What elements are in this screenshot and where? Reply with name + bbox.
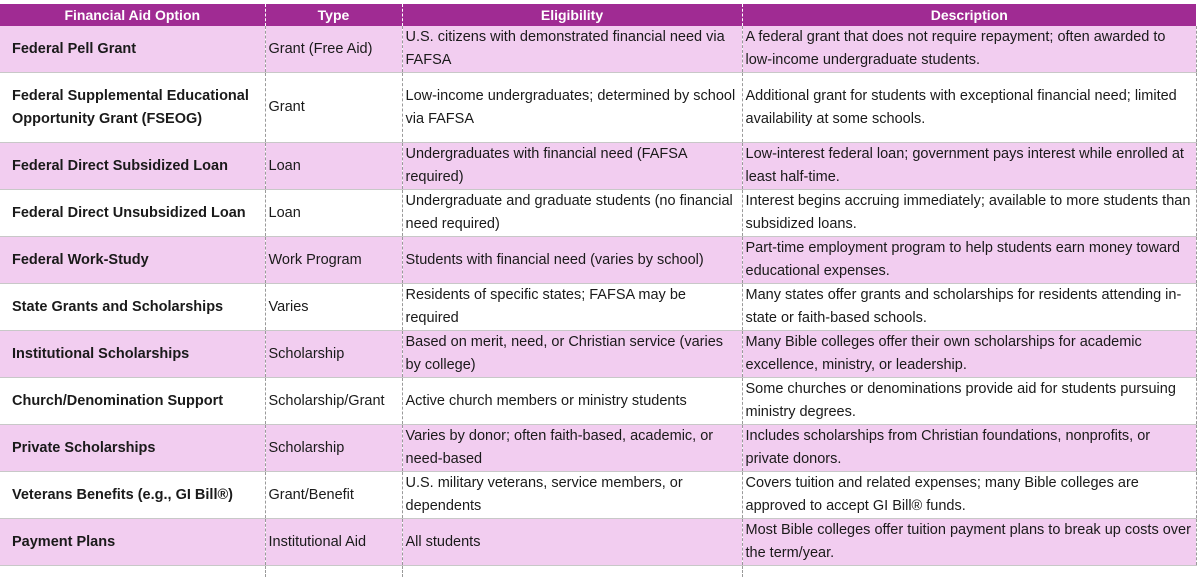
table-row bbox=[0, 378, 1196, 425]
cell-eligibility[interactable]: Residents of specific states; FAFSA may be required bbox=[402, 284, 742, 331]
gridline bbox=[402, 566, 403, 577]
cell-eligibility[interactable]: Low-income undergraduates; determined by school via FAFSA bbox=[402, 73, 742, 143]
cell-option[interactable]: Federal Pell Grant bbox=[0, 26, 265, 73]
header-type[interactable]: Type bbox=[265, 4, 402, 26]
cell-description[interactable]: Interest begins accruing immediately; available to more students than subsidized loans. bbox=[742, 190, 1196, 237]
cell-description[interactable]: Covers tuition and related expenses; many Bible colleges are approved to accept GI Bill® funds. bbox=[742, 472, 1196, 519]
cell-description[interactable]: Part-time employment program to help students earn money toward educational expenses. bbox=[742, 237, 1196, 284]
cell-eligibility[interactable]: Undergraduates with financial need (FAFSA required) bbox=[402, 143, 742, 190]
cell-description[interactable]: Low-interest federal loan; government pays interest while enrolled at least half-time. bbox=[742, 143, 1196, 190]
table-row bbox=[0, 26, 1196, 73]
cell-type[interactable]: Scholarship/Grant bbox=[265, 378, 402, 425]
cell-option[interactable]: Federal Direct Unsubsidized Loan bbox=[0, 190, 265, 237]
table-row bbox=[0, 143, 1196, 190]
cell-description[interactable]: Additional grant for students with exceptional financial need; limited availability at some schools. bbox=[742, 73, 1196, 143]
cell-eligibility[interactable]: U.S. military veterans, service members, or dependents bbox=[402, 472, 742, 519]
table-row bbox=[0, 190, 1196, 237]
cell-option[interactable]: Payment Plans bbox=[0, 519, 265, 566]
financial-aid-table bbox=[0, 4, 1197, 566]
header-eligibility[interactable]: Eligibility bbox=[402, 4, 742, 26]
cell-type[interactable]: Scholarship bbox=[265, 331, 402, 378]
cell-description[interactable]: Most Bible colleges offer tuition payment plans to break up costs over the term/year. bbox=[742, 519, 1196, 566]
header-row bbox=[0, 4, 1196, 26]
gridline bbox=[742, 566, 743, 577]
cell-option[interactable]: Federal Direct Subsidized Loan bbox=[0, 143, 265, 190]
cell-type[interactable]: Loan bbox=[265, 143, 402, 190]
header-option[interactable]: Financial Aid Option bbox=[0, 4, 265, 26]
header-description[interactable]: Description bbox=[742, 4, 1196, 26]
cell-type[interactable]: Scholarship bbox=[265, 425, 402, 472]
cell-type[interactable]: Work Program bbox=[265, 237, 402, 284]
cell-eligibility[interactable]: Students with financial need (varies by school) bbox=[402, 237, 742, 284]
cell-description[interactable]: Some churches or denominations provide aid for students pursuing ministry degrees. bbox=[742, 378, 1196, 425]
table-row bbox=[0, 519, 1196, 566]
cell-eligibility[interactable]: Active church members or ministry students bbox=[402, 378, 742, 425]
cell-type[interactable]: Institutional Aid bbox=[265, 519, 402, 566]
cell-eligibility[interactable]: U.S. citizens with demonstrated financial need via FAFSA bbox=[402, 26, 742, 73]
cell-eligibility[interactable]: Based on merit, need, or Christian service (varies by college) bbox=[402, 331, 742, 378]
cell-type[interactable]: Grant (Free Aid) bbox=[265, 26, 402, 73]
table-row bbox=[0, 73, 1196, 143]
gridline bbox=[265, 566, 266, 577]
cell-description[interactable]: Many states offer grants and scholarships for residents attending in-state or faith-based schools. bbox=[742, 284, 1196, 331]
cell-type[interactable]: Grant bbox=[265, 73, 402, 143]
cell-description[interactable]: Includes scholarships from Christian foundations, nonprofits, or private donors. bbox=[742, 425, 1196, 472]
cell-description[interactable]: Many Bible colleges offer their own scholarships for academic excellence, ministry, or leadership. bbox=[742, 331, 1196, 378]
cell-type[interactable]: Grant/Benefit bbox=[265, 472, 402, 519]
cell-option[interactable]: Federal Work-Study bbox=[0, 237, 265, 284]
cell-option[interactable]: Federal Supplemental Educational Opportunity Grant (FSEOG) bbox=[0, 73, 265, 143]
cell-eligibility[interactable]: Varies by donor; often faith-based, academic, or need-based bbox=[402, 425, 742, 472]
cell-eligibility[interactable]: All students bbox=[402, 519, 742, 566]
table-row bbox=[0, 472, 1196, 519]
table-row bbox=[0, 284, 1196, 331]
cell-option[interactable]: Institutional Scholarships bbox=[0, 331, 265, 378]
cell-option[interactable]: Church/Denomination Support bbox=[0, 378, 265, 425]
empty-grid-area bbox=[0, 566, 1200, 577]
cell-description[interactable]: A federal grant that does not require repayment; often awarded to low-income undergraduate students. bbox=[742, 26, 1196, 73]
cell-option[interactable]: Private Scholarships bbox=[0, 425, 265, 472]
cell-type[interactable]: Loan bbox=[265, 190, 402, 237]
table-row bbox=[0, 425, 1196, 472]
table-row bbox=[0, 331, 1196, 378]
cell-option[interactable]: State Grants and Scholarships bbox=[0, 284, 265, 331]
cell-option[interactable]: Veterans Benefits (e.g., GI Bill®) bbox=[0, 472, 265, 519]
cell-eligibility[interactable]: Undergraduate and graduate students (no financial need required) bbox=[402, 190, 742, 237]
cell-type[interactable]: Varies bbox=[265, 284, 402, 331]
table-row bbox=[0, 237, 1196, 284]
